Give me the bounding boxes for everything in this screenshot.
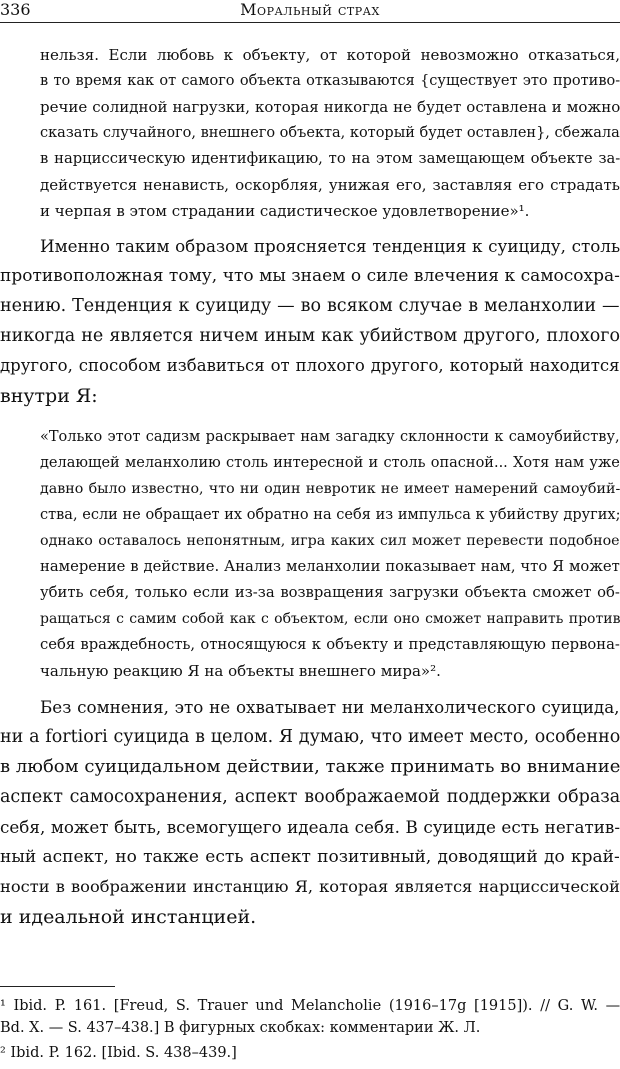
quote-line: «Только этот садизм раскрывает нам загадку склонности к самоубийству, <box>40 429 620 445</box>
quote-line: чальную реакцию Я на объекты внешнего мира»². <box>40 662 441 680</box>
quote-line: себя враждебность, относящуюся к объекту и представляющую первона- <box>40 636 620 653</box>
running-title: Моральный страх <box>240 0 380 19</box>
body-line: Без сомнения, это не охватывает ни меланхолического суицида, <box>40 697 620 717</box>
body-line: внутри Я: <box>0 385 98 407</box>
body-line: и идеальной инстанцией. <box>0 906 257 928</box>
footnote-line: ¹ Ibid. P. 161. [Freud, S. Trauer und Melancholie (1916–17g [1915]). // G. W. — <box>0 998 620 1014</box>
body-line: в любом суицидальном действии, также принимать во внимание <box>0 756 620 777</box>
footnote-line: Bd. X. — S. 437–438.] В фигурных скобках: комментарии Ж. Л. <box>0 1020 481 1036</box>
body-line: себя, может быть, всемогущего идеала себя. В суициде есть негатив- <box>0 817 620 837</box>
quote-line: речие солидной нагрузки, которая никогда не будет оставлена и можно <box>40 98 620 116</box>
body-line: аспект самосохранения, аспект воображаемой поддержки образа <box>0 787 620 807</box>
quote-line: сказать случайного, внешнего объекта, который будет оставлен}, сбежала <box>40 125 620 141</box>
body-line: другого, способом избавиться от плохого другого, который находится <box>0 356 620 375</box>
quote-line: в нарциссическую идентификацию, то на этом замещающем объекте за- <box>40 150 620 167</box>
quote-line: в то время как от самого объекта отказываются {существует это противо- <box>40 73 620 89</box>
body-line: нению. Тенденция к суициду — во всяком случае в меланхолии — <box>0 296 620 316</box>
quote-line: однако оставалось непонятным, игра каких сил может перевести подобное <box>40 533 620 549</box>
quote-line: действуется ненависть, оскорбляя, унижая его, заставляя его страдать <box>40 176 620 194</box>
body-line: Именно таким образом проясняется тенденция к суициду, столь <box>40 236 620 256</box>
quote-line: и черпая в этом страдании садистическое удовлетворение»¹. <box>40 202 530 220</box>
body-line: противоположная тому, что мы знаем о силе влечения к самосохра- <box>0 266 620 286</box>
body-line: никогда не является ничем иным как убийством другого, плохого <box>0 326 620 346</box>
quote-line: убить себя, только если из-за возвращения загрузки объекта сможет об- <box>40 584 620 601</box>
quote-line: делающей меланхолию столь интересной и столь опасной... Хотя нам уже <box>40 455 620 471</box>
quote-line: давно было известно, что ни один невротик не имеет намерений самоубий- <box>40 481 620 497</box>
page-header <box>0 0 620 22</box>
footnote-line: ² Ibid. P. 162. [Ibid. S. 438–439.] <box>0 1045 237 1061</box>
body-line: ности в воображении инстанцию Я, которая является нарциссической <box>0 877 620 896</box>
quote-line: ращаться с самим собой как с объектом, если оно сможет направить против <box>40 611 620 627</box>
body-line: ный аспект, но также есть аспект позитивный, доводящий до край- <box>0 847 620 867</box>
body-line: ни a fortiori суицида в целом. Я думаю, что имеет место, особенно <box>0 727 620 747</box>
page-number: 336 <box>0 0 31 19</box>
quote-line: намерение в действие. Анализ меланхолии показывает нам, что Я может <box>40 558 620 575</box>
quote-line: нельзя. Если любовь к объекту, от которой невозможно отказаться, <box>40 46 620 64</box>
footnote-rule <box>0 986 115 987</box>
header-rule <box>0 22 620 23</box>
quote-line: ства, если не обращает их обратно на себя из импульса к убийству других; <box>40 507 620 523</box>
